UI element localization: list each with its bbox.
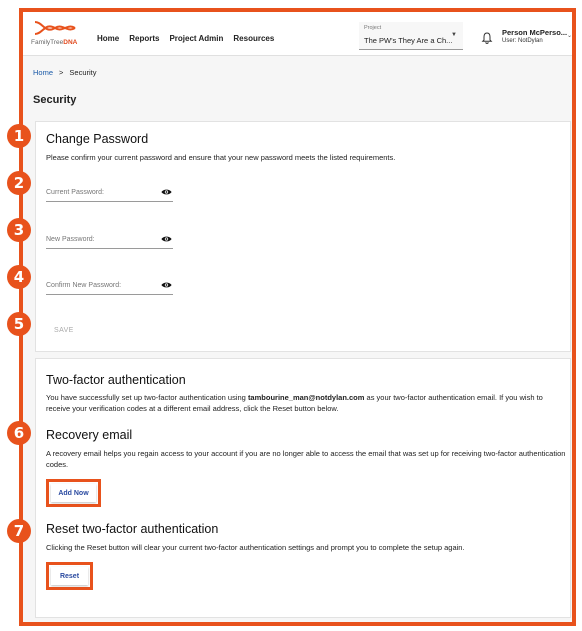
top-navigation-bar [23,12,572,56]
recovery-email-title: Recovery email [46,428,133,442]
logo-wordmark: FamilyTreeDNA [31,39,78,46]
nav-reports[interactable]: Reports [129,34,160,43]
user-name[interactable]: Person McPerso... [502,28,568,37]
reset-2fa-description: Clicking the Reset button will clear your current two-factor authentication settings and prompt you to complete the setup again. [46,543,465,552]
new-password-field[interactable] [46,231,173,249]
change-password-title: Change Password [46,132,149,146]
new-password-placeholder: New Password: [46,236,95,243]
familytreedna-logo[interactable] [31,19,91,51]
main-nav [97,34,274,43]
two-factor-email: tambourine_man@notdylan.com [247,393,365,402]
current-password-field[interactable] [46,184,173,202]
callout-badge-4: 4 [7,265,31,289]
caret-down-icon: ▼ [451,32,457,38]
confirm-password-field[interactable] [46,277,173,295]
confirm-password-placeholder: Confirm New Password: [46,282,122,289]
change-password-description: Please confirm your current password and ensure that your new password meets the listed requirements. [46,153,396,162]
recovery-email-description: A recovery email helps you regain access to your account if you are no longer able to access the email that was set up for receiving two-factor authentication codes. [46,449,566,469]
dna-helix-icon [33,19,77,37]
project-select-label: Project [364,25,382,31]
callout-badge-5: 5 [7,312,31,336]
nav-project-admin[interactable]: Project Admin [169,34,224,43]
two-factor-desc-post: as your two-factor authentication email. If you wish to receive your verification codes at a different email address, click the Reset button below. [46,393,543,413]
callout-badge-7: 7 [7,519,31,543]
breadcrumb-current: Security [69,68,97,77]
add-now-highlight [46,479,101,507]
project-select-value: The PW's They Are a Ch... [364,36,453,45]
change-password-card [35,121,571,352]
two-factor-card [35,358,571,618]
two-factor-desc-pre: You have successfully set up two-factor authentication using [46,393,248,402]
eye-icon[interactable] [161,281,172,289]
breadcrumb [33,68,97,77]
eye-icon[interactable] [161,235,172,243]
current-password-placeholder: Current Password: [46,189,104,196]
eye-icon[interactable] [161,188,172,196]
breadcrumb-separator: > [59,68,64,77]
save-button[interactable]: SAVE [54,327,74,334]
breadcrumb-home[interactable]: Home [33,68,54,77]
reset-button[interactable]: Reset [51,567,88,585]
two-factor-title: Two-factor authentication [46,373,186,387]
project-select[interactable] [359,22,463,50]
reset-2fa-title: Reset two-factor authentication [46,522,219,536]
app-frame [19,8,576,626]
user-id: User: NotDylan [502,38,543,44]
chevron-down-icon[interactable]: ⌄ [567,33,573,39]
page-title: Security [33,94,77,106]
bell-icon[interactable] [481,32,493,44]
two-factor-description [46,392,566,414]
callout-badge-6: 6 [7,421,31,445]
callout-badge-3: 3 [7,218,31,242]
callout-badge-2: 2 [7,171,31,195]
nav-home[interactable]: Home [97,34,120,43]
reset-highlight [46,562,93,590]
nav-resources[interactable]: Resources [233,34,275,43]
callout-badge-1: 1 [7,124,31,148]
add-now-button[interactable]: Add Now [51,484,96,502]
